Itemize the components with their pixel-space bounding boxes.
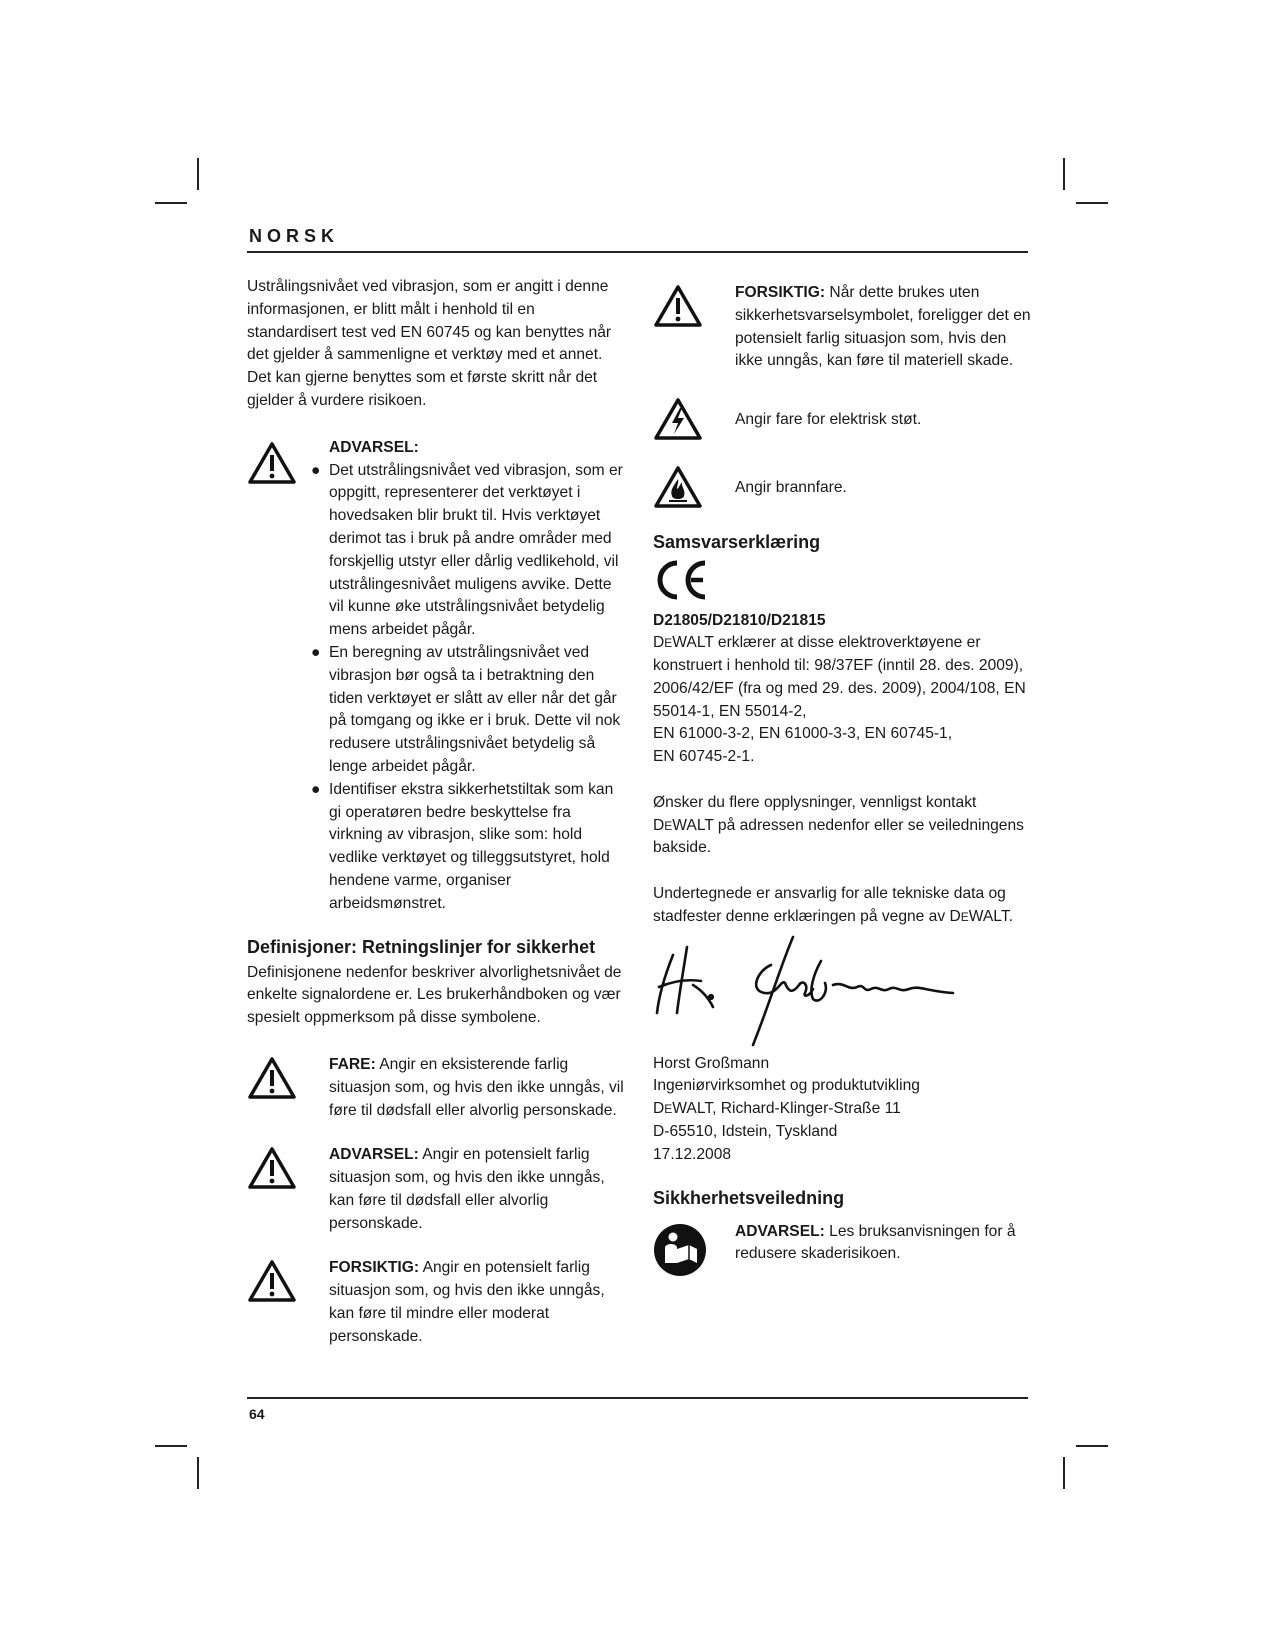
- warning-triangle-icon: [247, 1056, 297, 1105]
- warning-definition: [247, 1144, 627, 1235]
- responsible-text: Undertegnede er ansvarlig for alle tekniske data og stadfester denne erklæringen på vegne av DEWALT.: [653, 884, 1013, 925]
- conformity-line3: EN 60745-2-1.: [653, 748, 755, 766]
- electric-shock-text: Angir fare for elektrisk støt.: [735, 411, 922, 429]
- signature-image: [653, 935, 1038, 1053]
- list-item: ● Identifiser ekstra sikkerhetstiltak som kan gi operatøren bedre beskyttelse fra virkning av vibrasjon, slike som: hold vedlike verktøyet og tilleggsutstyret, hold hendene varme, organiser arbeidsmønstret.: [311, 780, 614, 912]
- conformity-heading: Samsvarserklæring: [653, 532, 821, 553]
- vibration-intro: Ustrålingsnivået ved vibrasjon, som er angitt i denne informasjonen, er blitt målt i henhold til en standardisert test ved EN 60745 og kan benyttes når det gjelder å sammenligne et verktøy med et annet. Det kan gjerne benyttes som et første skritt når det gjelder å vurdere risikoen.: [247, 278, 612, 409]
- crop-mark: [1063, 1457, 1065, 1489]
- electric-shock-icon: [653, 397, 703, 446]
- conformity-line2: EN 61000-3-2, EN 61000-3-3, EN 60745-1,: [653, 725, 953, 743]
- read-manual-icon: [653, 1223, 707, 1282]
- danger-text: Angir en eksisterende farlig situasjon som, og hvis den ikke unngås, vil føre til dødsfall eller alvorlig personskade.: [329, 1055, 624, 1119]
- footer-rule: [247, 1397, 1028, 1399]
- crop-mark: [1076, 1445, 1108, 1447]
- signatory-date: 17.12.2008: [653, 1145, 732, 1163]
- warning-triangle-icon: [247, 1259, 297, 1308]
- signatory-city: D-65510, Idstein, Tyskland: [653, 1122, 838, 1140]
- crop-mark: [197, 158, 199, 190]
- property-caution: [653, 282, 1038, 373]
- property-caution-text: Når dette brukes uten sikkerhetsvarselsymbolet, foreligger det en potensielt farlig situasjon som, hvis den ikke unngås, kan føre til materiell skade.: [735, 284, 1031, 370]
- warning-triangle-icon: [247, 1146, 297, 1195]
- contact-text: Ønsker du flere opplysninger, vennligst kontakt DEWALT på adressen nedenfor eller se veiledningens bakside.: [653, 793, 1024, 857]
- ce-mark-icon: [653, 559, 1038, 606]
- vibration-warning: [247, 437, 627, 916]
- page-number: 64: [249, 1406, 265, 1422]
- danger-label: FARE:: [329, 1055, 376, 1073]
- caution-label: FORSIKTIG:: [329, 1259, 420, 1277]
- fire-symbol: [653, 463, 1038, 509]
- crop-mark: [1076, 202, 1108, 204]
- crop-mark: [1063, 158, 1065, 190]
- read-manual-text: Les bruksanvisningen for å redusere skaderisikoen.: [735, 1222, 1016, 1263]
- safety-heading: Sikkherhetsveiledning: [653, 1187, 845, 1208]
- language-heading: NORSK: [249, 226, 340, 246]
- warning-text: Angir en potensielt farlig situasjon som, og hvis den ikke unngås, kan føre til dødsfall eller alvorlig personskade.: [329, 1146, 605, 1232]
- caution-text: Angir en potensielt farlig situasjon som, og hvis den ikke unngås, kan føre til mindre eller moderat personskade.: [329, 1259, 605, 1345]
- warning-triangle-icon: [653, 284, 703, 333]
- signatory-title: Ingeniørvirksomhet og produktutvikling: [653, 1077, 920, 1095]
- left-column: [247, 276, 627, 1371]
- danger-definition: [247, 1054, 627, 1122]
- definitions-heading: Definisjoner: Retningslinjer for sikkerhet: [247, 936, 596, 957]
- warning-triangle-icon: [247, 441, 297, 490]
- property-caution-label: FORSIKTIG:: [735, 284, 826, 301]
- warning-title: ADVARSEL:: [329, 438, 419, 456]
- header-rule: [247, 251, 1028, 253]
- crop-mark: [155, 1445, 187, 1447]
- list-item: ● En beregning av utstrålingsnivået ved vibrasjon bør også ta i betraktning den tiden verktøyet er slått av eller når det går på tomgang og ikke er i bruk. Dette vil nok redusere utstrålingsnivået betydelig så lenge arbeidet pågår.: [311, 643, 621, 775]
- fire-hazard-icon: [653, 465, 703, 514]
- fire-text: Angir brannfare.: [735, 479, 847, 497]
- read-manual-label: ADVARSEL:: [735, 1222, 825, 1240]
- electric-shock-symbol: [653, 395, 1038, 441]
- right-column: [653, 276, 1038, 1289]
- crop-mark: [197, 1457, 199, 1489]
- conformity-declaration: DEWALT erklærer at disse elektroverktøyene er konstruert i henhold til: 98/37EF (inntil 28. des. 2009), 2006/42/EF (fra og med 29. des. 2009), 2004/108, EN 55014-1, EN 55014-2,: [653, 634, 1026, 720]
- definitions-text: Definisjonene nedenfor beskriver alvorlighetsnivået de enkelte signalordene er. Les brukerhåndboken og vær spesielt oppmerksom på disse symbolene.: [247, 963, 622, 1027]
- signatory-address: DEWALT, Richard-Klinger-Straße 11: [653, 1100, 901, 1118]
- warning-label: ADVARSEL:: [329, 1146, 419, 1164]
- caution-definition: [247, 1257, 627, 1348]
- signatory-name: Horst Großmann: [653, 1054, 770, 1072]
- list-item: ● Det utstrålingsnivået ved vibrasjon, som er oppgitt, representerer det verktøyet i hovedsaken blir brukt til. Hvis verktøyet derimot tas i bruk på andre områder med forskjellig utstyr eller dårlig vedlikehold, vil utstrålingesnivået muligens avvike. Dette vil kunne øke utstrålingsnivået betydelig mens arbeidet pågår.: [311, 461, 623, 639]
- read-manual-warning: [653, 1221, 1038, 1267]
- model-numbers: D21805/D21810/D21815: [653, 612, 826, 630]
- crop-mark: [155, 202, 187, 204]
